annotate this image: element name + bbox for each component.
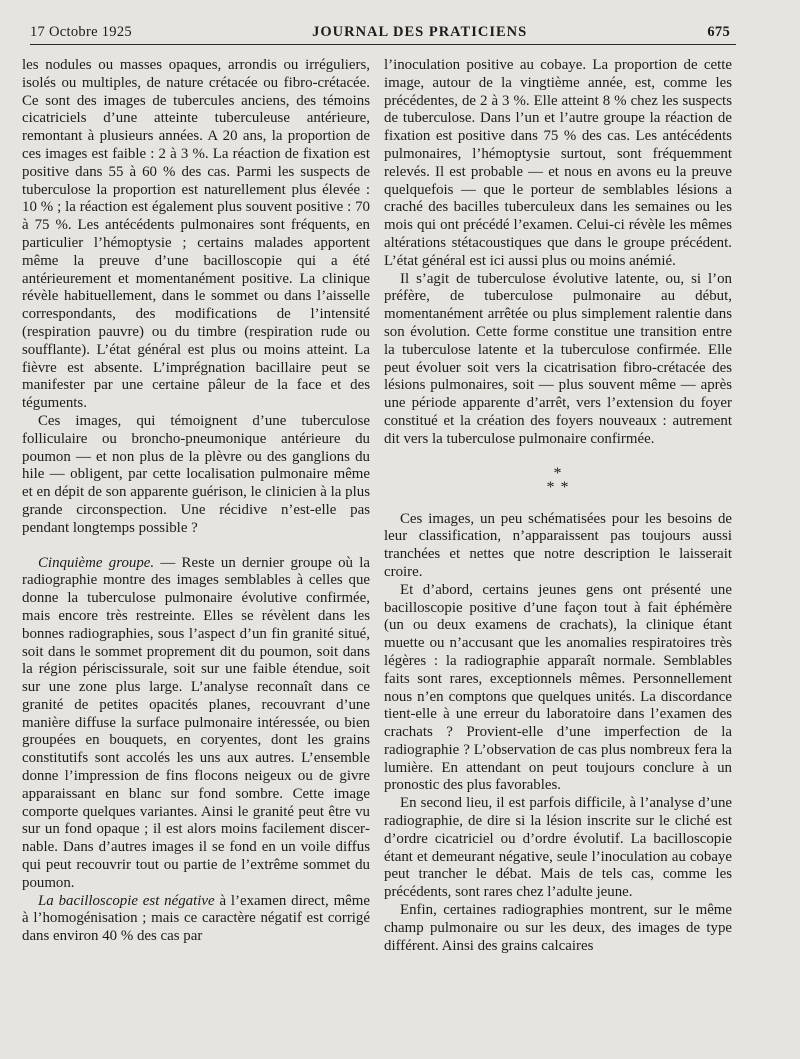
paragraph: les nodules ou masses opaques, arrondis ou irréguliers, isolés ou multiples, de nature crétacée ou fibro-crétacée. Ce sont des images de tubercules anciens, des témoins cicatriciels d’une atteinte tuberculeuse antérieure, remontant à plusieurs années. A 20 ans, la proportion de ces images est faible : 2 à 3 %. La réaction de fixation est positive dans 55 à 60 % des cas. Parmi les suspects de tuberculose la proportion est naturellement plus élevée : 10 % ; la réaction est également plus souvent positive : 70 à 75 %. Les antécédents pulmonaires sont fréquents, en particulier l’hémoptysie ; certains malades apportent même la preuve d’une bacilloscopie qui a été antérieurement et momentanément positive. La clinique révèle habituellement, dans le sommet ou dans l’aisselle correspondants, des modifications de l’intensité (respiration pauvre) ou du timbre (respiration rude ou soufflante). L’état général est plus ou moins atteint. La fièvre est absente. L’imprégnation bacillaire peut se manifester par une certaine pâleur de la face et des téguments. xyxy=(22,57,370,412)
separator-stars-top: * xyxy=(553,464,563,482)
paragraph-text: — Reste un dernier groupe où la radiographie montre des images semblables à celles que donne la tuberculose pulmonaire évolutive confirmée, mais encore très restreinte. Elles se révèlent dans les bonnes radiographies, sous l’aspect d’un fin granité situé, soit dans le sommet proprement dit du poumon, soit dans la région périscissurale, soit sur une faible étendue, soit sur une zone plus large. L’analyse reconnaît dans ce granité de petites opacités planes, recouvrant d’une manière diffuse la surface pulmonaire intéressée, ou bien groupées en bouquets, en coryentes, dont les grains constitutifs sont accolés les uns aux autres. L’ensemble donne l’impression de fins flocons neigeux ou de givre apparaissant en blanc sur fond sombre. Cette image comporte quelques variantes. Ainsi le granité peut être vu sur un fond opaque ; il est alors moins facilement discernable. Dans d’autres images il se fond en un voile diffus qui peut recouvrir tout ou partie de l’extrême sommet du poumon. xyxy=(22,554,370,891)
separator-stars-bottom: * * xyxy=(546,478,570,496)
paragraph: Enfin, certaines radiographies montrent, sur le même champ pulmonaire ou sur les deux, des images de type différent. Ainsi des grains calcaires xyxy=(384,902,732,954)
paragraph xyxy=(22,893,370,946)
section-heading: Cinquième groupe. xyxy=(38,554,155,571)
page-number: 675 xyxy=(707,24,730,40)
paragraph: l’inoculation positive au cobaye. La proportion de cette image, autour de la vingtième année, est, comme les précédentes, de 2 à 3 %. Elle atteint 8 % chez les suspects de tuberculose. Dans l’un et l’autre groupe la réaction de fixation est positive dans 75 % des cas. Les antécédents pulmonaires, l’hémoptysie surtout, sont fréquemment relevés. Il est probable — et nous en avons eu la preuve quelquefois — que le porteur de semblables lésions a craché des bacilles tuberculeux dans les semaines ou les mois qui ont précédé l’examen. Celui-ci révèle les mêmes altérations stétacoustiques que dans le groupe précédent. L’état général est ici aussi plus ou moins anémié. xyxy=(384,57,732,269)
paragraph: Ces images, un peu schématisées pour les besoins de leur classification, n’apparaissent pas toujours aussi tranchées et nettes que notre description le laisserait croire. xyxy=(384,510,732,580)
journal-title: JOURNAL DES PRATICIENS xyxy=(312,24,528,40)
paragraph-text: à l’examen direct, même à l’homogénisation ; mais ce caractère négatif est corrigé dans environ 40 % des cas par xyxy=(22,892,370,945)
paragraph: Ces images, qui témoignent d’une tuberculose folliculaire ou broncho-pneumonique antérieure du poumon — et non plus de la plèvre ou des ganglions du hile — obligent, par cette localisation pulmonaire même et en dépit de son apparente guérison, le clinicien à la plus grande circonspection. Une récidive n’est-elle pas pendant longtemps possible ? xyxy=(22,412,370,536)
section-separator xyxy=(384,464,732,496)
emphasis-text: La bacilloscopie est négative xyxy=(38,892,215,909)
paragraph: En second lieu, il est parfois difficile, à l’analyse d’une radiographie, de dire si la lésion inscrite sur le cliché est d’ordre cicatriciel ou d’ordre évolutif. La bacilloscopie étant et demeurant négative, seule l’inoculation au cobaye peut trancher le débat. Mais de tels cas, comme les précédents, sont rares chez l’adulte jeune. xyxy=(384,795,732,901)
issue-date: 17 Octobre 1925 xyxy=(30,24,132,40)
header-rule xyxy=(30,44,736,45)
right-column xyxy=(384,57,732,955)
paragraph: Et d’abord, certains jeunes gens ont présenté une bacilloscopie positive d’une façon tout à fait éphémère (un ou deux examens de crachats), la clinique étant muette ou n’accusant que les anomalies respiratoires très légères : la radiographie apparaît normale. Semblables faits sont rares, exceptionnels mêmes. Personnellement nous n’en comptons que quelques unités. La discordance tient-elle à une erreur du laboratoire dans l’examen des crachats ? Provient-elle d’une imperfection de la radiographie ? L’observation de cas plus nombreux fera la lumière. En attendant on peut toujours conclure à un pronostic des plus favorables. xyxy=(384,581,732,794)
left-column xyxy=(22,57,370,946)
running-header xyxy=(30,24,730,41)
paragraph: Il s’agit de tuberculose évolutive latente, ou, si l’on préfère, de tuberculose pulmonaire au début, momentanément arrêtée ou plus simplement ralentie dans son évolution. Cette forme constitue une transition entre la tuberculose latente et la tuberculose confirmée. Elle peut évoluer soit vers la cicatrisation fibro-crétacée des lésions pulmonaires, soit — plus souvent même — après une période apparente d’arrêt, vers l’extension du foyer constitué et la création des foyers nouveaux : autrement dit vers la tuberculose pulmonaire confirmée. xyxy=(384,270,732,447)
paragraph xyxy=(22,555,370,893)
